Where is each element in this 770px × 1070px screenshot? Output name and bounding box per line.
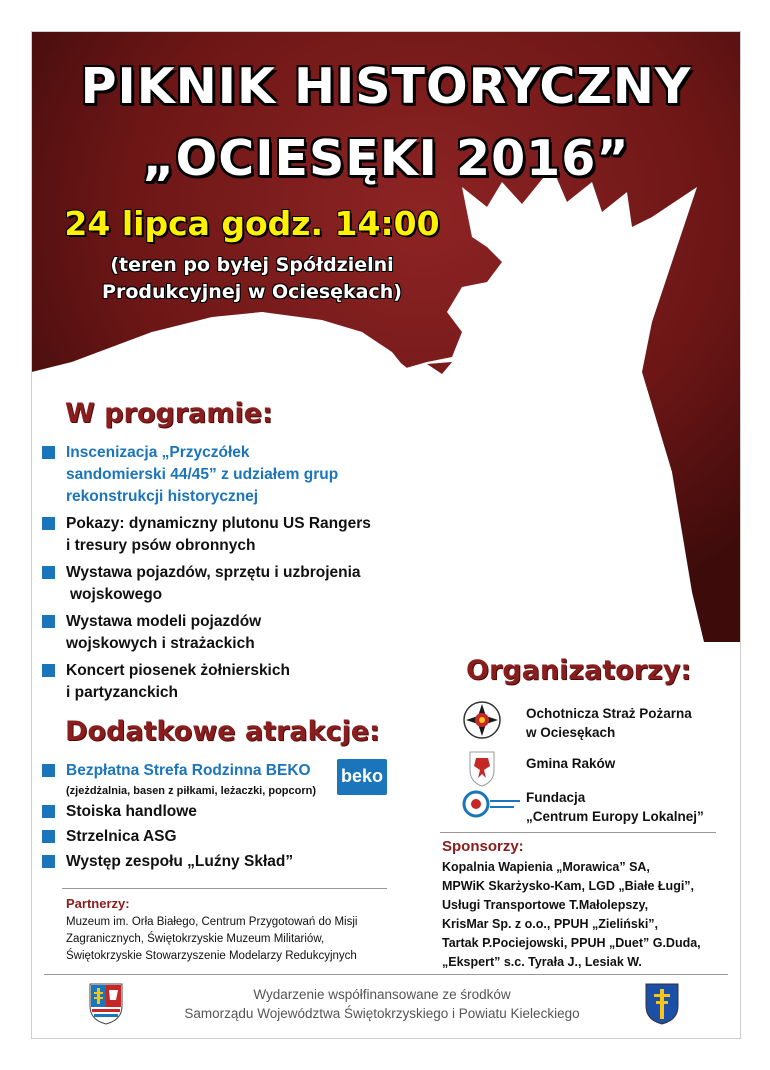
poster <box>32 32 740 1038</box>
partners-line: Świętokrzyskie Stowarzyszenie Modelarzy Redukcyjnych <box>66 950 357 962</box>
sponsors-title: Sponsorzy: <box>442 838 524 855</box>
extras-heading: Dodatkowe atrakcje: <box>65 716 380 747</box>
sponsor-line: „Ekspert” s.c. Tyrała J., Lesiak W. <box>442 955 642 969</box>
extras-item-label: Strzelnica ASG <box>66 828 177 845</box>
foundation-logo-icon <box>462 786 522 822</box>
program-item <box>42 513 442 557</box>
title-line-2: „OCIESĘKI 2016” <box>142 130 630 187</box>
sponsor-line: MPWiK Skarżysko-Kam, LGD „Białe Ługi”, <box>442 879 695 893</box>
partners-line: Zagranicznych, Świętokrzyskie Muzeum Militariów, <box>66 933 325 945</box>
event-date: 24 lipca godz. 14:00 <box>64 204 440 243</box>
square-bullet-icon <box>42 855 55 868</box>
organizer-name-line: w Ociesękach <box>526 725 616 740</box>
program-item <box>42 611 442 655</box>
divider <box>44 974 728 975</box>
square-bullet-icon <box>42 664 55 677</box>
sponsor-line: KrisMar Sp. z o.o., PPUH „Zieliński”, <box>442 917 659 931</box>
venue-line-2: Produkcyjnej w Ociesękach) <box>102 281 402 303</box>
organizer-name-line: „Centrum Europy Lokalnej” <box>526 809 704 824</box>
title-line-1: PIKNIK HISTORYCZNY <box>80 58 692 115</box>
organizer-name <box>526 754 615 773</box>
square-bullet-icon <box>42 615 55 628</box>
organizer-name-line: Ochotnicza Straż Pożarna <box>526 706 692 721</box>
footer-line-2: Samorządu Województwa Świętokrzyskiego i Powiatu Kieleckiego <box>184 1006 580 1021</box>
program-item-line: i tresury psów obronnych <box>66 537 256 554</box>
organizer-name-line: Fundacja <box>526 790 586 805</box>
organizers-heading: Organizatorzy: <box>466 655 692 686</box>
sponsor-line: Usługi Transportowe T.Małolepszy, <box>442 898 649 912</box>
program-item-line: wojskowych i strażackich <box>66 635 255 652</box>
extras-item <box>42 851 442 873</box>
county-crest-icon <box>644 982 680 1026</box>
sponsor-line: Kopalnia Wapienia „Morawica” SA, <box>442 860 650 874</box>
extras-item-label: Stoiska handlowe <box>66 803 197 820</box>
voivodeship-crest-icon <box>88 982 124 1026</box>
sponsors-list <box>442 858 732 972</box>
program-item <box>42 660 442 704</box>
extras-item-label: Występ zespołu „Luźny Skład” <box>66 853 294 870</box>
divider <box>62 888 387 889</box>
partners-line: Muzeum im. Orła Białego, Centrum Przygotowań do Misji <box>66 916 358 928</box>
extras-note: (zjeżdżalnia, basen z piłkami, leżaczki, popcorn) <box>66 785 317 797</box>
organizer-name <box>526 704 692 742</box>
program-item-line: Koncert piosenek żołnierskich <box>66 662 290 679</box>
extras-item <box>42 826 442 848</box>
venue-line-1: (teren po byłej Spółdzielni <box>110 254 394 276</box>
footer-line-1: Wydarzenie współfinansowane ze środków <box>253 987 511 1002</box>
beko-logo: beko <box>337 759 387 795</box>
organizer-name-line: Gmina Raków <box>526 756 616 771</box>
program-item-line: Wystawa pojazdów, sprzętu i uzbrojenia <box>66 564 361 581</box>
partners-title: Partnerzy: <box>66 896 130 911</box>
program-item-line: i partyzanckich <box>66 684 178 701</box>
program-item-line: wojskowego <box>70 586 163 603</box>
organizer-name <box>526 788 704 826</box>
program-list <box>42 442 442 709</box>
program-item-line: rekonstrukcji historycznej <box>66 488 259 505</box>
program-item-line: Wystawa modeli pojazdów <box>66 613 262 630</box>
fire-brigade-emblem-icon <box>462 700 502 740</box>
square-bullet-icon <box>42 446 55 459</box>
sponsor-line: Tartak P.Pociejowski, PPUH „Duet” G.Duda, <box>442 936 701 950</box>
square-bullet-icon <box>42 764 55 777</box>
extras-item-label: Bezpłatna Strefa Rodzinna BEKO <box>66 762 311 779</box>
divider <box>440 832 716 833</box>
program-item <box>42 442 442 508</box>
extras-item <box>42 801 442 823</box>
gmina-crest-icon <box>462 748 502 788</box>
program-item <box>42 562 442 606</box>
square-bullet-icon <box>42 517 55 530</box>
program-item-line: Inscenizacja „Przyczółek <box>66 444 250 461</box>
program-heading: W programie: <box>65 398 273 429</box>
square-bullet-icon <box>42 830 55 843</box>
square-bullet-icon <box>42 805 55 818</box>
program-item-line: Pokazy: dynamiczny plutonu US Rangers <box>66 515 371 532</box>
square-bullet-icon <box>42 566 55 579</box>
partners-text <box>66 914 396 965</box>
program-item-line: sandomierski 44/45” z udziałem grup <box>66 466 339 483</box>
